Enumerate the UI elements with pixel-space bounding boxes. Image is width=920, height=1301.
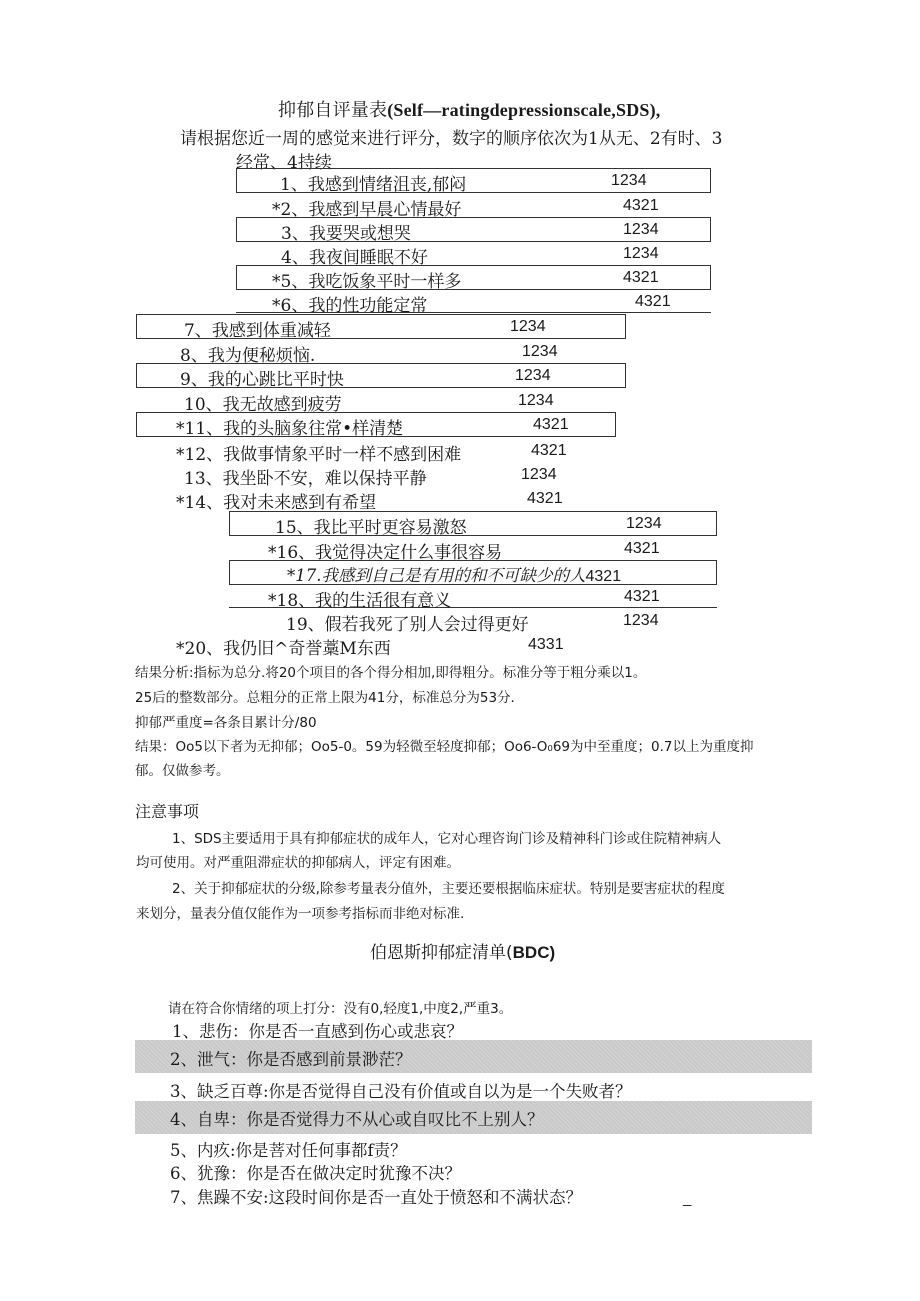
sds-item-17-text: *17.我感到自己是有用的和不可缺少的人 (287, 566, 586, 585)
analysis-line1: 结果分析:指标为总分.将20个项目的各个得分相加,即得粗分。标准分等于粗分乘以1。 (135, 665, 647, 681)
sds-score-8: 1234 (522, 343, 558, 360)
notes-p2-line2: 来划分，量表分值仅能作为一项参考指标而非绝对标准. (136, 906, 465, 922)
sds-title (278, 96, 660, 122)
bdc-item-1: 1、悲伤：你是否一直感到伤心或悲哀？ (172, 1022, 463, 1041)
sds-score-19: 1234 (623, 612, 659, 629)
analysis-line5: 郁。仅做参考。 (135, 763, 230, 779)
sds-item-4: 4、我夜间睡眠不好 (281, 248, 428, 268)
bdc-item-4: 4、自卑：你是否觉得力不从心或自叹比不上别人？ (170, 1110, 544, 1129)
sds-score-2: 4321 (623, 197, 659, 214)
sds-score-6: 4321 (635, 293, 671, 310)
bdc-item-2: 2、泄气：你是否感到前景渺茫？ (170, 1050, 412, 1069)
analysis-line4: 结果：Oo5以下者为无抑郁；Oo5-0。59为轻微至轻度抑郁；Oo6-O₀69为中至重度；0.7以上为重度抑 (135, 739, 754, 755)
sds-score-15: 1234 (626, 515, 662, 532)
sds-score-11: 4321 (533, 416, 569, 433)
bdc-instruction: 请在符合你情绪的项上打分：没有0,轻度1,中度2,严重3。 (168, 1001, 513, 1017)
sds-score-18: 4321 (624, 588, 660, 605)
sds-item-1: 1、我感到情绪沮丧,郁闷 (280, 175, 467, 195)
sds-intro-line2: 经常、4持续 (236, 153, 332, 173)
notes-p1-line1: 1、SDS主要适用于具有抑郁症状的成年人，它对心理咨询门诊及精神科门诊或住院精神病人 (172, 831, 722, 847)
notes-p2-line1: 2、关于抑郁症状的分级,除参考量表分值外，主要还要根据临床症状。特别是要害症状的程度 (172, 881, 725, 897)
bdc-item-3: 3、缺乏百尊:你是否觉得自己没有价值或自以为是一个失败者？ (170, 1082, 632, 1101)
sds-title-en: (Self—ratingdepressionscale,SDS), (387, 100, 661, 120)
sds-score-4: 1234 (623, 245, 659, 262)
bdc-item-7: 7、焦躁不安:这段时间你是否一直处于愤怒和不满状态？ (170, 1188, 583, 1207)
bdc-title-cn: 伯恩斯抑郁症清单( (370, 943, 513, 963)
analysis-line3: 抑郁严重度=各条目累计分/80 (135, 715, 317, 731)
bdc-item-6: 6、犹豫：你是否在做决定时犹豫不决？ (170, 1164, 461, 1183)
sds-item-5: *5、我吃饭象平时一样多 (272, 272, 462, 292)
sds-item-11: *11、我的头脑象往常•样清楚 (176, 419, 404, 439)
sds-item-19: 19、假若我死了别人会过得更好 (286, 615, 529, 635)
sds-score-7: 1234 (510, 318, 546, 335)
sds-score-14: 4321 (527, 490, 563, 507)
sds-item-17 (287, 562, 621, 586)
sds-item-6: *6、我的性功能定常 (272, 296, 428, 316)
sds-item-3: 3、我要哭或想哭 (281, 224, 411, 244)
bdc-item-5: 5、内疚:你是菩对任何事都f责？ (170, 1141, 407, 1160)
sds-score-13: 1234 (521, 466, 557, 483)
sds-item-15: 15、我比平时更容易激怒 (275, 518, 467, 538)
sds-score-3: 1234 (623, 221, 659, 238)
sds-score-17: 4321 (585, 568, 622, 585)
sds-item-2: *2、我感到早晨心情最好 (272, 200, 462, 220)
sds-item-7: 7、我感到体重减轻 (184, 321, 331, 341)
analysis-line2: 25后的整数部分。总粗分的正常上限为41分，标准总分为53分. (135, 690, 515, 706)
sds-score-5: 4321 (623, 269, 659, 286)
sds-score-20: 4331 (528, 636, 564, 653)
sds-intro-line1: 请根据您近一周的感觉来进行评分，数字的顺序依次为1从无、2有时、3 (180, 129, 723, 149)
bdc-trailing-mark: _ (683, 1190, 692, 1207)
sds-item-9: 9、我的心跳比平时快 (180, 370, 344, 390)
notes-p1-line2: 均可使用。对严重阻滞症状的抑郁病人，评定有困难。 (136, 855, 460, 871)
sds-score-16: 4321 (624, 540, 660, 557)
sds-title-cn: 抑郁自评量表 (278, 100, 388, 121)
sds-item-12: *12、我做事情象平时一样不感到困难 (176, 445, 462, 465)
sds-score-1: 1234 (611, 172, 647, 189)
sds-item-20: *20、我仍旧^奇誉藁M东西 (176, 639, 391, 659)
sds-item-18: *18、我的生活很有意义 (268, 591, 452, 611)
sds-score-10: 1234 (518, 392, 554, 409)
bdc-title (370, 938, 555, 963)
sds-item-14: *14、我对未来感到有希望 (176, 493, 377, 513)
sds-item-10: 10、我无故感到疲劳 (184, 395, 342, 415)
bdc-title-en: BDC) (512, 943, 556, 962)
sds-item-16: *16、我觉得决定什么事很容易 (268, 543, 503, 563)
notes-heading: 注意事项 (135, 802, 200, 821)
sds-score-9: 1234 (515, 367, 551, 384)
sds-item-8: 8、我为便秘烦恼. (180, 346, 316, 366)
sds-score-12: 4321 (531, 442, 567, 459)
sds-item-13: 13、我坐卧不安，难以保持平静 (184, 469, 427, 489)
